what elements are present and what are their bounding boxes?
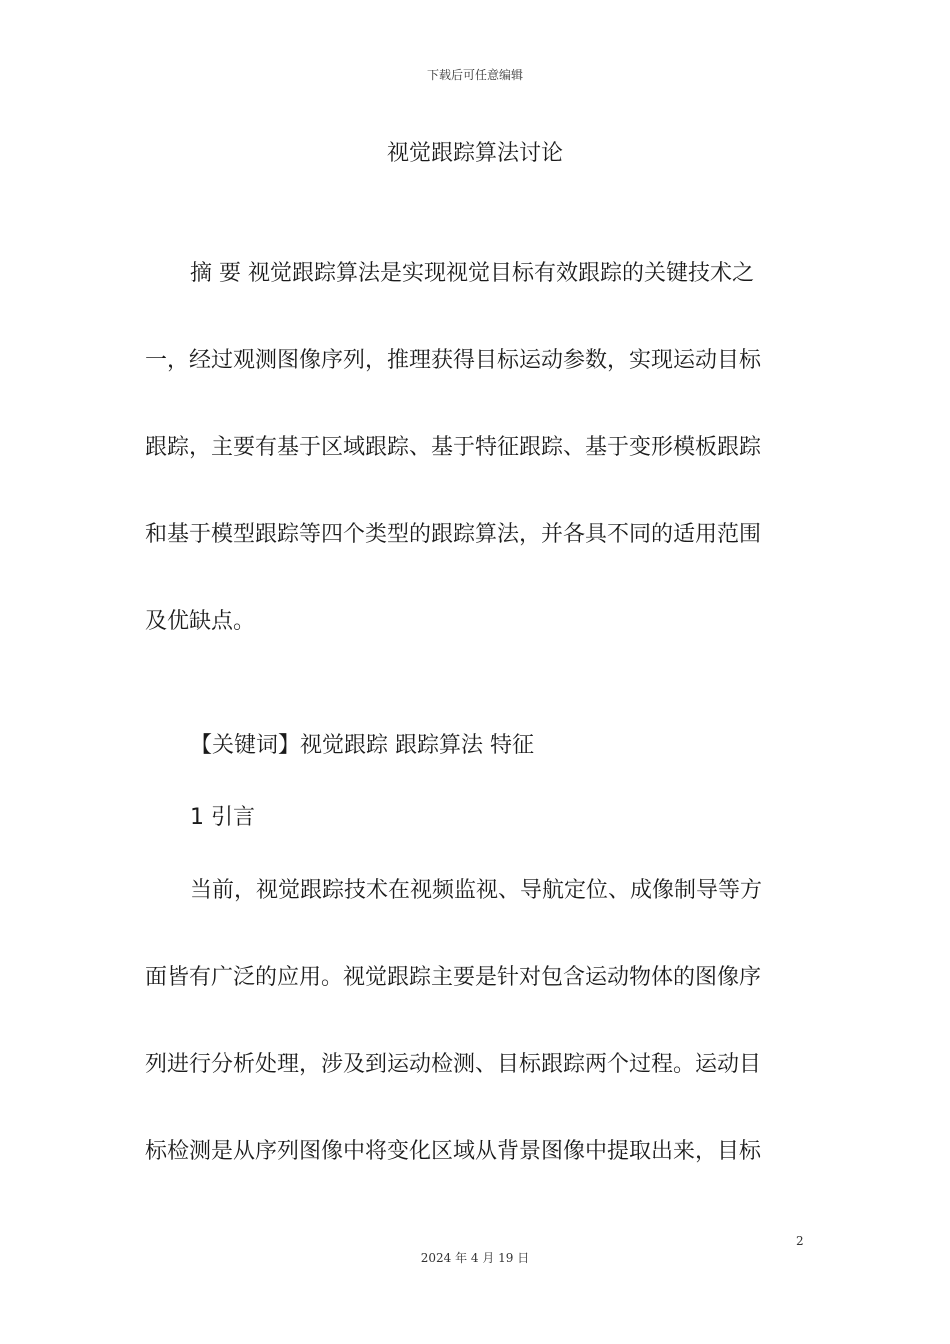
page-footer-date: 2024 年 4 月 19 日 (420, 1251, 530, 1265)
abstract-line-4: 和基于模型跟踪等四个类型的跟踪算法，并各具不同的适用范围 (145, 522, 762, 547)
body-line-2: 面皆有广泛的应用。视觉跟踪主要是针对包含运动物体的图像序 (145, 965, 762, 990)
section-heading: 1 引言 (190, 805, 255, 830)
abstract-line-5: 及优缺点。 (145, 609, 256, 634)
body-line-4: 标检测是从序列图像中将变化区域从背景图像中提取出来，目标 (145, 1139, 762, 1164)
abstract-line-1: 摘 要 视觉跟踪算法是实现视觉目标有效跟踪的关键技术之 (190, 261, 754, 286)
page-header: 下载后可任意编辑 (426, 68, 523, 82)
abstract-line-2: 一，经过观测图像序列，推理获得目标运动参数，实现运动目标 (145, 348, 762, 373)
keywords-line: 【关键词】视觉跟踪 跟踪算法 特征 (190, 733, 534, 758)
abstract-line-3: 跟踪，主要有基于区域跟踪、基于特征跟踪、基于变形模板跟踪 (145, 435, 762, 460)
page-number: 2 (796, 1234, 804, 1248)
body-line-3: 列进行分析处理，涉及到运动检测、目标跟踪两个过程。运动目 (145, 1052, 762, 1077)
document-title: 视觉跟踪算法讨论 (386, 141, 563, 166)
body-line-1: 当前，视觉跟踪技术在视频监视、导航定位、成像制导等方 (190, 878, 763, 903)
